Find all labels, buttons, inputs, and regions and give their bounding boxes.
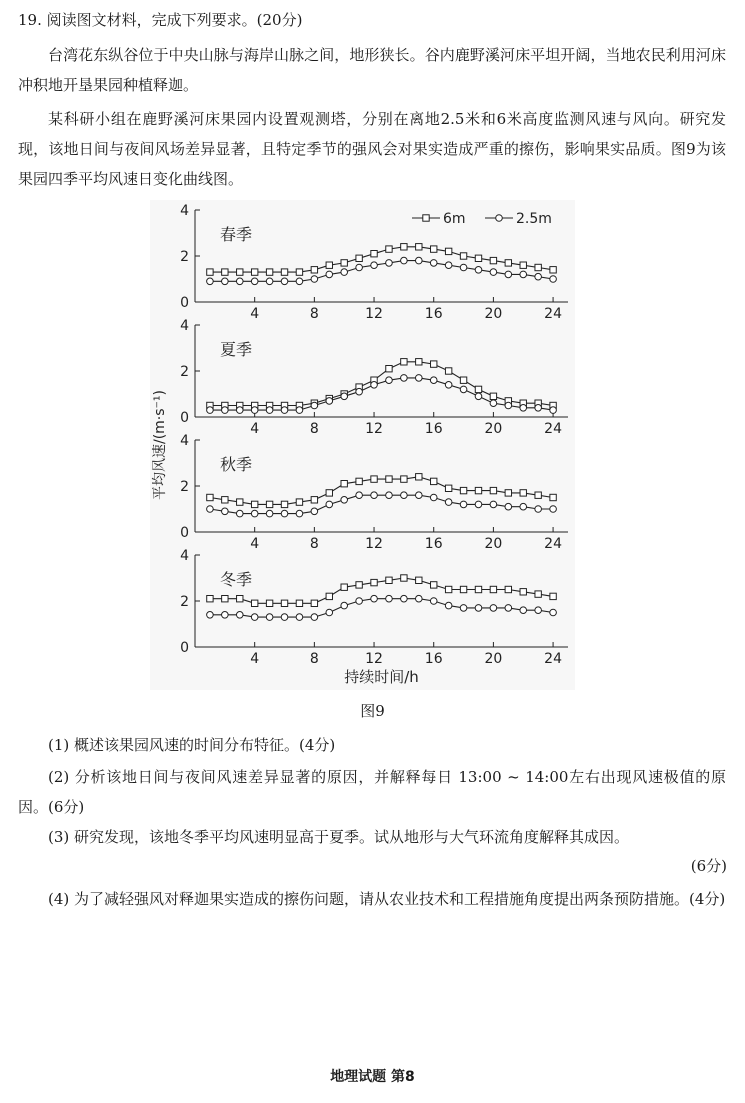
data-point-2-5m xyxy=(266,614,273,621)
figure-caption: 图9 xyxy=(360,702,385,720)
data-point-2-5m xyxy=(296,614,303,621)
sub-question-1 xyxy=(18,730,726,760)
sub-question-4-text: (4) 为了减轻强风对释迦果实造成的擦伤问题，请从农业技术和工程措施角度提出两条预防措施。(4分) xyxy=(48,890,726,908)
data-point-6m xyxy=(251,269,257,275)
data-point-6m xyxy=(445,485,451,491)
data-point-6m xyxy=(207,494,213,500)
data-point-2-5m xyxy=(371,595,378,602)
data-point-2-5m xyxy=(236,278,243,285)
x-tick-label: 20 xyxy=(484,536,503,552)
panel-title: 冬季 xyxy=(220,570,253,589)
data-point-2-5m xyxy=(281,278,288,285)
data-point-2-5m xyxy=(445,262,452,269)
data-point-2-5m xyxy=(445,382,452,389)
data-point-2-5m xyxy=(281,510,288,517)
data-point-2-5m xyxy=(550,609,557,616)
data-point-2-5m xyxy=(401,595,408,602)
x-tick-label: 20 xyxy=(484,421,503,437)
panel-title: 秋季 xyxy=(220,455,253,474)
data-point-2-5m xyxy=(520,271,527,278)
data-point-2-5m xyxy=(371,492,378,499)
data-point-6m xyxy=(371,476,377,482)
data-point-2-5m xyxy=(207,407,214,414)
x-tick-label: 24 xyxy=(544,306,562,322)
data-point-2-5m xyxy=(475,501,482,508)
data-point-2-5m xyxy=(356,492,363,499)
data-point-6m xyxy=(326,490,332,496)
material-paragraph-2-text: 某科研小组在鹿野溪河床果园内设置观测塔，分别在离地2.5米和6米高度监测风速与风向。研究发现，该地日间与夜间风场差异显著，且特定季节的强风会对果实造成严重的擦伤，影响果实品质。图9为该果园四季平均风速日变化曲线图。 xyxy=(18,110,726,188)
data-point-2-5m xyxy=(326,398,333,405)
x-tick-label: 8 xyxy=(309,651,319,667)
data-point-2-5m xyxy=(222,508,229,515)
legend-label-2-5m: 2.5m xyxy=(516,211,552,227)
x-tick-label: 12 xyxy=(365,421,383,437)
data-point-6m xyxy=(311,497,317,503)
x-tick-label: 8 xyxy=(309,306,319,322)
data-point-6m xyxy=(550,494,556,500)
x-axis-title: 持续时间/h xyxy=(344,668,419,686)
data-point-2-5m xyxy=(386,595,393,602)
data-point-2-5m xyxy=(490,501,497,508)
data-point-2-5m xyxy=(430,260,437,267)
x-tick-label: 16 xyxy=(424,306,443,322)
data-point-2-5m xyxy=(460,501,467,508)
data-point-6m xyxy=(386,577,392,583)
x-tick-label: 20 xyxy=(484,651,503,667)
y-tick-label: 2 xyxy=(180,249,189,265)
data-point-6m xyxy=(356,478,362,484)
y-tick-label: 4 xyxy=(180,433,189,449)
material-paragraph-2 xyxy=(18,104,726,194)
y-axis-title: 平均风速/(m·s⁻¹) xyxy=(152,389,168,501)
data-point-2-5m xyxy=(430,494,437,501)
data-point-6m xyxy=(386,366,392,372)
data-point-2-5m xyxy=(266,510,273,517)
data-point-2-5m xyxy=(401,375,408,382)
data-point-2-5m xyxy=(222,407,229,414)
data-point-6m xyxy=(490,257,496,263)
data-point-2-5m xyxy=(356,598,363,605)
data-point-2-5m xyxy=(505,271,512,278)
data-point-2-5m xyxy=(341,602,348,609)
data-point-2-5m xyxy=(475,605,482,612)
data-point-6m xyxy=(386,476,392,482)
sub-question-3 xyxy=(18,822,726,852)
data-point-2-5m xyxy=(251,278,258,285)
x-tick-label: 12 xyxy=(365,651,383,667)
panel-title: 夏季 xyxy=(220,340,253,359)
x-tick-label: 12 xyxy=(365,306,383,322)
y-tick-label: 4 xyxy=(180,318,189,334)
data-point-6m xyxy=(416,244,422,250)
data-point-6m xyxy=(535,264,541,270)
data-point-2-5m xyxy=(430,377,437,384)
data-point-2-5m xyxy=(371,262,378,269)
page-footer: 地理试题 第8 xyxy=(330,1069,415,1085)
data-point-6m xyxy=(356,582,362,588)
data-point-2-5m xyxy=(207,506,214,513)
data-point-2-5m xyxy=(386,377,393,384)
data-point-6m xyxy=(311,600,317,606)
data-point-2-5m xyxy=(341,393,348,400)
data-point-6m xyxy=(222,269,228,275)
data-point-2-5m xyxy=(236,612,243,619)
data-point-6m xyxy=(475,487,481,493)
data-point-2-5m xyxy=(296,510,303,517)
material-paragraph-1-text: 台湾花东纵谷位于中央山脉与海岸山脉之间，地形狭长。谷内鹿野溪河床平坦开阔，当地农民利用河床冲积地开垦果园种植释迦。 xyxy=(18,46,726,94)
data-point-6m xyxy=(431,582,437,588)
data-point-6m xyxy=(490,487,496,493)
x-tick-label: 16 xyxy=(424,421,443,437)
data-point-6m xyxy=(505,260,511,266)
y-tick-label: 0 xyxy=(180,295,189,311)
sub-question-3-text: (3) 研究发现，该地冬季平均风速明显高于夏季。试从地形与大气环流角度解释其成因。 xyxy=(48,828,630,846)
data-point-6m xyxy=(475,386,481,392)
legend-marker-6m xyxy=(423,215,429,221)
data-point-2-5m xyxy=(281,614,288,621)
data-point-6m xyxy=(550,593,556,599)
data-point-2-5m xyxy=(460,386,467,393)
data-point-6m xyxy=(281,269,287,275)
data-point-6m xyxy=(401,244,407,250)
data-point-2-5m xyxy=(490,269,497,276)
y-tick-label: 0 xyxy=(180,410,189,426)
data-point-2-5m xyxy=(416,375,423,382)
y-tick-label: 0 xyxy=(180,525,189,541)
y-tick-label: 2 xyxy=(180,364,189,380)
data-point-6m xyxy=(431,478,437,484)
sub-question-3-score: (6分) xyxy=(690,857,727,875)
data-point-2-5m xyxy=(535,607,542,614)
data-point-2-5m xyxy=(326,609,333,616)
data-point-6m xyxy=(266,600,272,606)
data-point-6m xyxy=(266,269,272,275)
x-tick-label: 20 xyxy=(484,306,503,322)
sub-question-1-text: (1) 概述该果园风速的时间分布特征。(4分) xyxy=(48,736,336,754)
data-point-2-5m xyxy=(505,402,512,409)
sub-question-2 xyxy=(18,762,726,822)
data-point-2-5m xyxy=(266,278,273,285)
data-point-2-5m xyxy=(356,388,363,395)
data-point-2-5m xyxy=(475,267,482,274)
data-point-2-5m xyxy=(311,276,318,283)
y-tick-label: 2 xyxy=(180,594,189,610)
data-point-6m xyxy=(401,359,407,365)
data-point-6m xyxy=(371,251,377,257)
data-point-2-5m xyxy=(281,407,288,414)
data-point-2-5m xyxy=(445,602,452,609)
data-point-6m xyxy=(356,255,362,261)
data-point-2-5m xyxy=(535,506,542,513)
data-point-2-5m xyxy=(475,393,482,400)
data-point-6m xyxy=(490,586,496,592)
material-paragraph-1 xyxy=(18,40,726,100)
data-point-2-5m xyxy=(251,407,258,414)
data-point-2-5m xyxy=(251,510,258,517)
data-point-6m xyxy=(505,586,511,592)
data-point-6m xyxy=(281,501,287,507)
data-point-6m xyxy=(550,267,556,273)
data-point-2-5m xyxy=(520,607,527,614)
data-point-2-5m xyxy=(430,598,437,605)
data-point-2-5m xyxy=(550,506,557,513)
data-point-2-5m xyxy=(505,503,512,510)
data-point-6m xyxy=(311,267,317,273)
data-point-2-5m xyxy=(460,605,467,612)
data-point-6m xyxy=(207,596,213,602)
data-point-2-5m xyxy=(550,276,557,283)
y-tick-label: 4 xyxy=(180,548,189,564)
data-point-6m xyxy=(460,586,466,592)
y-tick-label: 0 xyxy=(180,640,189,656)
data-point-2-5m xyxy=(416,492,423,499)
data-point-2-5m xyxy=(386,260,393,267)
data-point-6m xyxy=(222,497,228,503)
y-tick-label: 2 xyxy=(180,479,189,495)
sub-question-2-text: (2) 分析该地日间与夜间风速差异显著的原因，并解释每日 13:00 ~ 14:00左右出现风速极值的原因。(6分) xyxy=(18,768,726,816)
data-point-6m xyxy=(341,260,347,266)
data-point-6m xyxy=(445,586,451,592)
data-point-2-5m xyxy=(401,492,408,499)
data-point-6m xyxy=(251,600,257,606)
data-point-6m xyxy=(431,246,437,252)
x-tick-label: 24 xyxy=(544,536,562,552)
data-point-2-5m xyxy=(520,405,527,412)
data-point-2-5m xyxy=(341,269,348,276)
data-point-6m xyxy=(520,589,526,595)
x-tick-label: 24 xyxy=(544,421,562,437)
data-point-6m xyxy=(416,474,422,480)
data-point-2-5m xyxy=(207,278,214,285)
data-point-6m xyxy=(386,246,392,252)
x-tick-label: 16 xyxy=(424,536,443,552)
data-point-6m xyxy=(296,269,302,275)
data-point-6m xyxy=(505,490,511,496)
data-point-6m xyxy=(401,476,407,482)
data-point-2-5m xyxy=(535,405,542,412)
data-point-6m xyxy=(281,600,287,606)
data-point-2-5m xyxy=(341,497,348,504)
data-point-2-5m xyxy=(550,407,557,414)
data-point-6m xyxy=(296,600,302,606)
data-point-6m xyxy=(475,255,481,261)
data-point-6m xyxy=(535,492,541,498)
data-point-2-5m xyxy=(505,605,512,612)
data-point-2-5m xyxy=(416,595,423,602)
data-point-6m xyxy=(341,481,347,487)
data-point-6m xyxy=(416,359,422,365)
data-point-6m xyxy=(460,377,466,383)
x-tick-label: 4 xyxy=(250,306,260,322)
data-point-6m xyxy=(445,248,451,254)
panel-title: 春季 xyxy=(220,225,253,244)
data-point-2-5m xyxy=(296,278,303,285)
x-tick-label: 4 xyxy=(250,536,260,552)
x-tick-label: 8 xyxy=(309,421,319,437)
data-point-6m xyxy=(535,591,541,597)
data-point-2-5m xyxy=(207,612,214,619)
data-point-2-5m xyxy=(445,499,452,506)
data-point-2-5m xyxy=(311,508,318,515)
data-point-2-5m xyxy=(326,501,333,508)
data-point-2-5m xyxy=(236,407,243,414)
data-point-6m xyxy=(222,596,228,602)
question-header: 19. 阅读图文材料，完成下列要求。(20分) xyxy=(18,11,303,29)
data-point-6m xyxy=(326,593,332,599)
x-tick-label: 24 xyxy=(544,651,562,667)
data-point-6m xyxy=(475,586,481,592)
data-point-6m xyxy=(326,262,332,268)
x-tick-label: 4 xyxy=(250,421,260,437)
data-point-2-5m xyxy=(490,400,497,407)
x-tick-label: 8 xyxy=(309,536,319,552)
data-point-6m xyxy=(520,262,526,268)
data-point-6m xyxy=(445,368,451,374)
y-tick-label: 4 xyxy=(180,203,189,219)
x-tick-label: 16 xyxy=(424,651,443,667)
data-point-6m xyxy=(416,577,422,583)
wind-speed-chart-svg xyxy=(150,200,575,690)
data-point-2-5m xyxy=(535,273,542,280)
data-point-6m xyxy=(460,487,466,493)
data-point-6m xyxy=(207,269,213,275)
data-point-2-5m xyxy=(520,503,527,510)
data-point-2-5m xyxy=(460,264,467,271)
data-point-6m xyxy=(296,499,302,505)
data-point-6m xyxy=(237,269,243,275)
data-point-6m xyxy=(460,253,466,259)
data-point-2-5m xyxy=(386,492,393,499)
data-point-2-5m xyxy=(296,407,303,414)
data-point-2-5m xyxy=(416,257,423,264)
x-tick-label: 12 xyxy=(365,536,383,552)
sub-question-4 xyxy=(18,884,726,914)
data-point-6m xyxy=(341,584,347,590)
data-point-2-5m xyxy=(326,271,333,278)
data-point-6m xyxy=(237,499,243,505)
data-point-2-5m xyxy=(222,278,229,285)
wind-speed-chart xyxy=(150,200,575,690)
legend-label-6m: 6m xyxy=(443,211,466,227)
x-tick-label: 4 xyxy=(250,651,260,667)
data-point-2-5m xyxy=(401,257,408,264)
data-point-6m xyxy=(520,490,526,496)
data-point-6m xyxy=(251,501,257,507)
data-point-6m xyxy=(490,393,496,399)
data-point-6m xyxy=(266,501,272,507)
data-point-6m xyxy=(431,361,437,367)
data-point-2-5m xyxy=(266,407,273,414)
data-point-6m xyxy=(401,575,407,581)
data-point-6m xyxy=(237,596,243,602)
data-point-6m xyxy=(371,579,377,585)
data-point-2-5m xyxy=(311,614,318,621)
data-point-2-5m xyxy=(222,612,229,619)
data-point-2-5m xyxy=(251,614,258,621)
data-point-2-5m xyxy=(490,605,497,612)
data-point-2-5m xyxy=(236,510,243,517)
legend-marker-2-5m xyxy=(496,215,503,222)
data-point-2-5m xyxy=(311,402,318,409)
data-point-2-5m xyxy=(356,264,363,271)
data-point-2-5m xyxy=(371,382,378,389)
